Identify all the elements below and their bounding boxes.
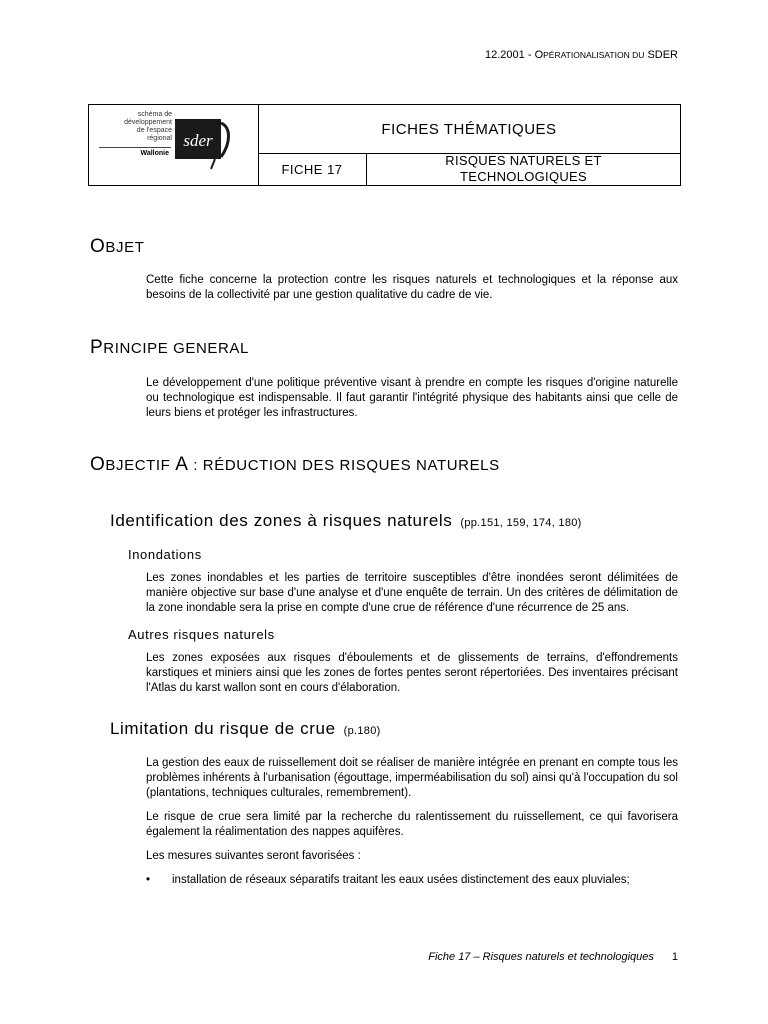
heading-colon: : [188, 457, 203, 474]
logo-rule [99, 147, 171, 148]
limitation-paragraph-2: Le risque de crue sera limité par la recherche du ralentissement du ruissellement, ce qui favorisera également la réalimentation des nappes aquifères. [146, 811, 678, 838]
logo-text-lines [117, 111, 172, 143]
fiches-title: FICHES THÉMATIQUES [258, 105, 680, 154]
heading-objet [90, 236, 144, 258]
logo-wallonie: Wallonie [140, 150, 169, 157]
heading-initial: O [90, 236, 106, 257]
logo-mark-text: sder [183, 131, 213, 150]
footer-text: Fiche 17 – Risques naturels et technologiques [428, 951, 654, 963]
header-title-initial: O [534, 49, 544, 61]
principe-paragraph: Le développement d'une politique préventive visant à prendre en compte les risques d'origine naturelle ou technologique est indispensable. Il faut garantir l'intégrité physique des habitants ainsi que celle de leurs biens et protéger les infrastructures. [146, 377, 678, 419]
heading-identification [110, 511, 582, 531]
objet-paragraph: Cette fiche concerne la protection contre les risques naturels et technologiques et la réponse aux besoins de la collectivité par une gestion qualitative du cadre de vie. [146, 274, 678, 301]
sder-logo-mark-icon [171, 113, 233, 171]
heading-text: Limitation du risque de crue [110, 719, 336, 738]
page-number: 1 [671, 951, 678, 963]
running-header [0, 49, 678, 61]
logo-line: régional [147, 135, 172, 142]
limitation-paragraph-1: La gestion des eaux de ruissellement doit se réaliser de manière intégrée en prenant en compte tous les problèmes inhérents à l'urbanisation (égouttage, imperméabilisation du sol) ainsi qu'à l'occupation du sol (plantations, techniques culturales, remembrement). [146, 757, 678, 799]
limitation-paragraph-3: Les mesures suivantes seront favorisées : [146, 850, 361, 862]
autres-risques-paragraph: Les zones exposées aux risques d'éboulements et de glissements de terrains, d'effondrements karstiques et miniers ainsi que les zones de fortes pentes seront répertoriées. Des inventaires précisant l'Atlas du karst wallon sont en cours d'élaboration. [146, 652, 678, 694]
fiche-number: FICHE 17 [258, 153, 367, 185]
heading-limitation [110, 719, 381, 739]
header-date: 12.2001 [485, 49, 525, 61]
bullet-icon: • [146, 874, 151, 886]
heading-principe-general [90, 337, 249, 359]
bullet-text: installation de réseaux séparatifs traitant les eaux usées distinctement des eaux pluviales; [172, 874, 630, 886]
inondations-paragraph: Les zones inondables et les parties de territoire susceptibles d'être inondées seront délimitées de manière objective sur base d'une analyse et d'une enquête de terrain. Un des critères de délimitation de la zone inondable sera la prise en compte d'une crue de référence d'une récurrence de 25 ans. [146, 572, 678, 614]
heading-rest: RÉDUCTION DES RISQUES NATURELS [202, 457, 500, 474]
heading-rest: RINCIPE GENERAL [103, 340, 249, 357]
page-footer [0, 951, 678, 963]
header-separator: - [527, 49, 532, 61]
heading-objectif-a [90, 454, 500, 476]
heading-inondations: Inondations [128, 547, 202, 562]
heading-letter-a: A [175, 454, 189, 475]
heading-autres-risques: Autres risques naturels [128, 627, 275, 642]
subject-line: RISQUES NATURELS ET [445, 153, 602, 168]
heading-text: Identification des zones à risques naturels [110, 511, 453, 530]
heading-mid: BJECTIF [105, 457, 176, 474]
page-reference: (p.180) [343, 725, 381, 737]
header-title-sder: SDER [647, 49, 678, 61]
header-box [88, 104, 681, 186]
fiche-subject [367, 153, 680, 185]
logo-line: schéma de [137, 111, 172, 118]
subject-line: TECHNOLOGIQUES [460, 169, 587, 184]
logo-line: de l'espace [136, 127, 172, 134]
header-title-rest: PÉRATIONALISATION DU [543, 50, 645, 60]
heading-rest: BJET [105, 239, 145, 256]
sder-logo [89, 105, 259, 185]
bullet-item [146, 873, 678, 889]
header-title [535, 49, 678, 61]
heading-initial: P [90, 337, 104, 358]
page-reference: (pp.151, 159, 174, 180) [460, 517, 582, 529]
logo-line: développement [124, 119, 172, 126]
heading-initial: O [90, 454, 106, 475]
